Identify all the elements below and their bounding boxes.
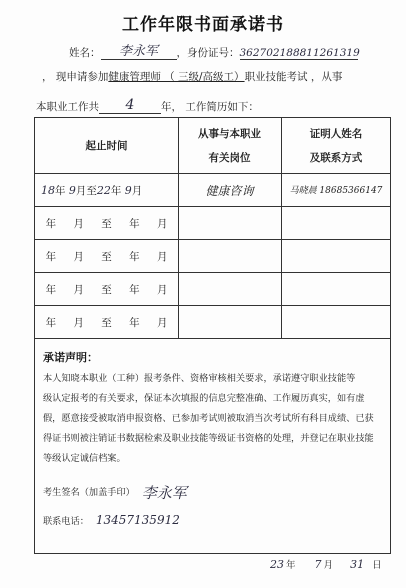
period-cell[interactable] (35, 216, 178, 231)
table-divider (35, 305, 390, 306)
phone-value[interactable]: 13457135912 (95, 513, 180, 527)
month-label: 月 (131, 185, 143, 197)
apply-suffix: 职业技能考试 ，从事 (244, 71, 343, 83)
header-position-line1: 从事与本职业 (198, 128, 261, 140)
name-id-line (69, 40, 358, 60)
apply-prefix: ， 现申请参加 (42, 71, 109, 83)
year-label: 年 (129, 251, 140, 263)
date-month-label: 月 (323, 560, 334, 571)
commitment-line: 等级认定诚信档案。 (43, 453, 126, 464)
phone-row (43, 513, 180, 527)
signature-row (43, 482, 187, 503)
work-suffix: 年， 工作简历如下： (161, 101, 259, 113)
header-witness-line1: 证明人姓名 (309, 128, 363, 140)
month-label: 月 (73, 317, 84, 329)
date-year-value[interactable]: 23 (270, 558, 284, 571)
id-label: ，身份证号： (176, 47, 240, 59)
month-label: 月 (156, 284, 168, 296)
month-label: 月 (156, 251, 168, 263)
commitment-text (43, 369, 383, 469)
to-label: 至 (101, 317, 112, 329)
table-divider (35, 272, 390, 273)
year-label: 年 (129, 284, 140, 296)
year-label: 年 (45, 218, 57, 230)
date-day-label: 日 (372, 560, 382, 571)
work-prefix: 本职业工作共 (36, 101, 99, 113)
commitment-line: 级认定报考的有关要求，保证本次填报的信息完整准确、工作履历真实，如有虚 (43, 393, 365, 404)
period-cell[interactable] (41, 183, 178, 198)
date-day-value[interactable]: 31 (350, 558, 365, 571)
year-label: 年 (129, 317, 140, 329)
id-number-field[interactable] (240, 47, 358, 60)
name-label: 姓名： (69, 47, 101, 59)
work-years-value: 4 (125, 97, 135, 113)
work-years-line (36, 97, 259, 114)
period-cell[interactable] (35, 282, 178, 297)
start-month-value: 9 (68, 184, 76, 197)
end-month-value: 9 (124, 184, 132, 197)
commitment-section (34, 339, 391, 554)
name-value: 李永军 (118, 44, 158, 59)
signature-value[interactable]: 李永军 (141, 484, 187, 502)
commitment-title: 承诺声明： (43, 351, 98, 364)
date-line (270, 557, 382, 571)
month-label: 月 (73, 251, 84, 263)
document-title: 工作年限书面承诺书 (122, 15, 284, 35)
year-label: 年 (45, 251, 57, 263)
id-number-value: 362702188811261319 (239, 47, 360, 59)
date-month-value[interactable]: 7 (314, 558, 322, 571)
header-period: 起止时间 (85, 140, 128, 152)
commitment-line: 假，愿意接受被取消申报资格、已参加考试则被取消当次考试所有科目成绩、已获 (43, 413, 374, 424)
table-divider (35, 239, 390, 240)
table-divider (35, 206, 390, 207)
start-year-value: 18 (41, 184, 55, 197)
to-label: 至 (86, 185, 97, 197)
name-field[interactable] (101, 40, 177, 60)
to-label: 至 (101, 251, 112, 263)
to-label: 至 (101, 218, 112, 230)
witness-cell[interactable]: 马晓晨 18685366147 (289, 186, 383, 196)
commitment-line: 本人知晓本职业（工种）报考条件、资格审核相关要求，承诺遵守职业技能等 (43, 373, 356, 384)
apply-exam: 健康管理师 （ 三级/高级工） (108, 71, 245, 83)
end-year-value: 22 (96, 184, 111, 197)
month-label: 月 (156, 317, 168, 329)
position-cell[interactable]: 健康咨询 (205, 184, 254, 198)
work-history-table (34, 117, 391, 339)
year-label: 年 (45, 284, 57, 296)
month-label: 月 (75, 185, 87, 197)
year-label: 年 (45, 317, 57, 329)
year-label: 年 (55, 185, 66, 197)
period-cell[interactable] (35, 249, 178, 264)
work-years-field[interactable] (99, 97, 161, 114)
header-position-line2: 有关岗位 (208, 152, 251, 164)
table-divider (35, 173, 390, 174)
signature-label: 考生签名（加盖手印） (43, 487, 135, 498)
apply-line (42, 69, 342, 84)
month-label: 月 (73, 218, 84, 230)
year-label: 年 (110, 185, 122, 197)
phone-label: 联系电话： (43, 516, 89, 527)
commitment-line: 得证书则被注销证书数据检索及职业技能等级证书资格的处理，并登记在职业技能 (43, 433, 374, 444)
to-label: 至 (101, 284, 112, 296)
header-witness-line2: 及联系方式 (309, 152, 363, 164)
period-cell[interactable] (35, 315, 178, 330)
date-year-label: 年 (286, 560, 296, 571)
month-label: 月 (156, 218, 168, 230)
year-label: 年 (129, 218, 140, 230)
month-label: 月 (73, 284, 84, 296)
